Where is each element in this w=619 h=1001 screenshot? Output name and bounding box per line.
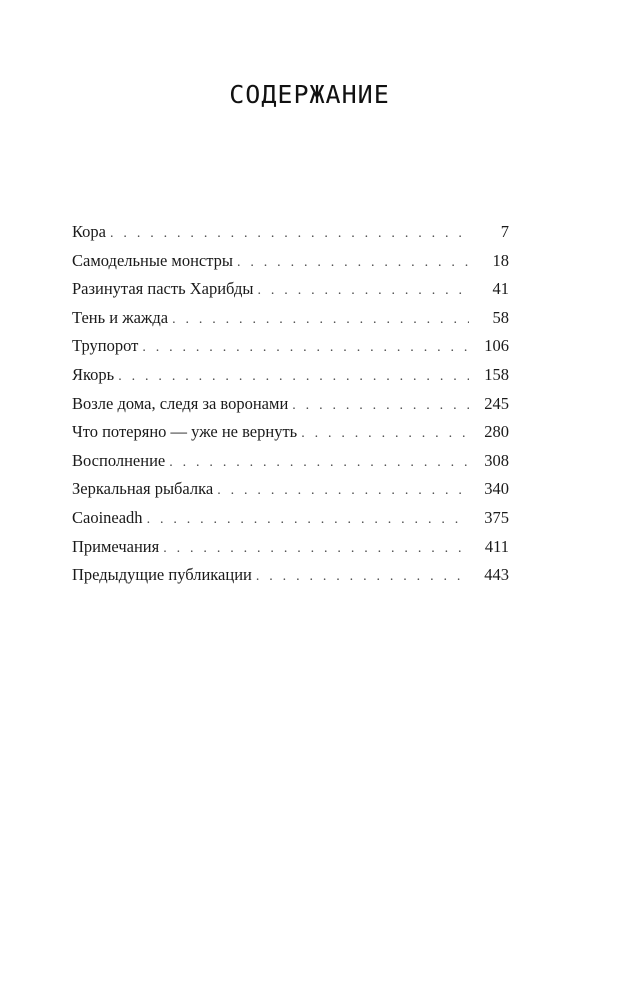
toc-entry <box>72 508 509 537</box>
toc-dot-leader <box>147 512 469 528</box>
toc-dot-leader <box>217 483 469 499</box>
toc-list <box>72 222 509 594</box>
toc-entry-title: Трупорот <box>72 336 139 356</box>
toc-entry <box>72 451 509 480</box>
toc-entry-title: Якорь <box>72 364 115 384</box>
toc-entry-title: Самодельные монстры <box>72 250 233 270</box>
toc-entry <box>72 251 509 280</box>
toc-dot-leader <box>118 369 469 385</box>
toc-dot-leader <box>163 541 469 557</box>
toc-dot-leader <box>169 455 469 471</box>
toc-entry <box>72 394 509 423</box>
toc-entry-title: Разинутая пасть Харибды <box>72 279 254 299</box>
toc-entry <box>72 279 509 308</box>
toc-entry-title: Примечания <box>72 536 160 556</box>
toc-entry <box>72 479 509 508</box>
toc-page-number: 58 <box>492 307 509 327</box>
toc-page-number: 443 <box>484 565 509 585</box>
toc-page-number: 375 <box>484 507 509 527</box>
toc-entry-title: Возле дома, следя за воронами <box>72 393 289 413</box>
toc-page-number: 18 <box>492 250 509 270</box>
toc-page-number: 340 <box>484 479 509 499</box>
toc-entry-title: Что потеряно — уже не вернуть <box>72 422 298 442</box>
toc-entry <box>72 537 509 566</box>
toc-entry-title: Восполнение <box>72 450 166 470</box>
toc-page-number: 245 <box>484 393 509 413</box>
toc-dot-leader <box>301 426 469 442</box>
toc-entry-title: Кора <box>72 222 107 241</box>
toc-page-number: 41 <box>492 279 509 299</box>
toc-entry <box>72 365 509 394</box>
toc-heading: СОДЕРЖАНИЕ <box>229 80 390 109</box>
toc-entry <box>72 222 509 251</box>
toc-entry-title: Зеркальная рыбалка <box>72 479 214 499</box>
toc-dot-leader <box>237 255 469 271</box>
toc-entry <box>72 565 509 594</box>
toc-page-number: 411 <box>484 536 509 556</box>
toc-dot-leader <box>142 340 469 356</box>
toc-entry <box>72 336 509 365</box>
toc-page-number: 106 <box>484 336 509 356</box>
toc-entry <box>72 308 509 337</box>
toc-dot-leader <box>256 569 469 585</box>
toc-page-number: 158 <box>484 364 509 384</box>
toc-page-number: 280 <box>484 422 509 442</box>
toc-dot-leader <box>110 226 469 242</box>
toc-dot-leader <box>258 283 470 299</box>
toc-dot-leader <box>292 398 469 414</box>
toc-entry <box>72 422 509 451</box>
toc-entry-title: Предыдущие публикации <box>72 565 252 585</box>
toc-dot-leader <box>172 312 469 328</box>
toc-entry-title: Caoineadh <box>72 507 143 527</box>
toc-page-number: 308 <box>484 450 509 470</box>
toc-page-number: 7 <box>500 222 509 241</box>
toc-entry-title: Тень и жажда <box>72 307 169 327</box>
